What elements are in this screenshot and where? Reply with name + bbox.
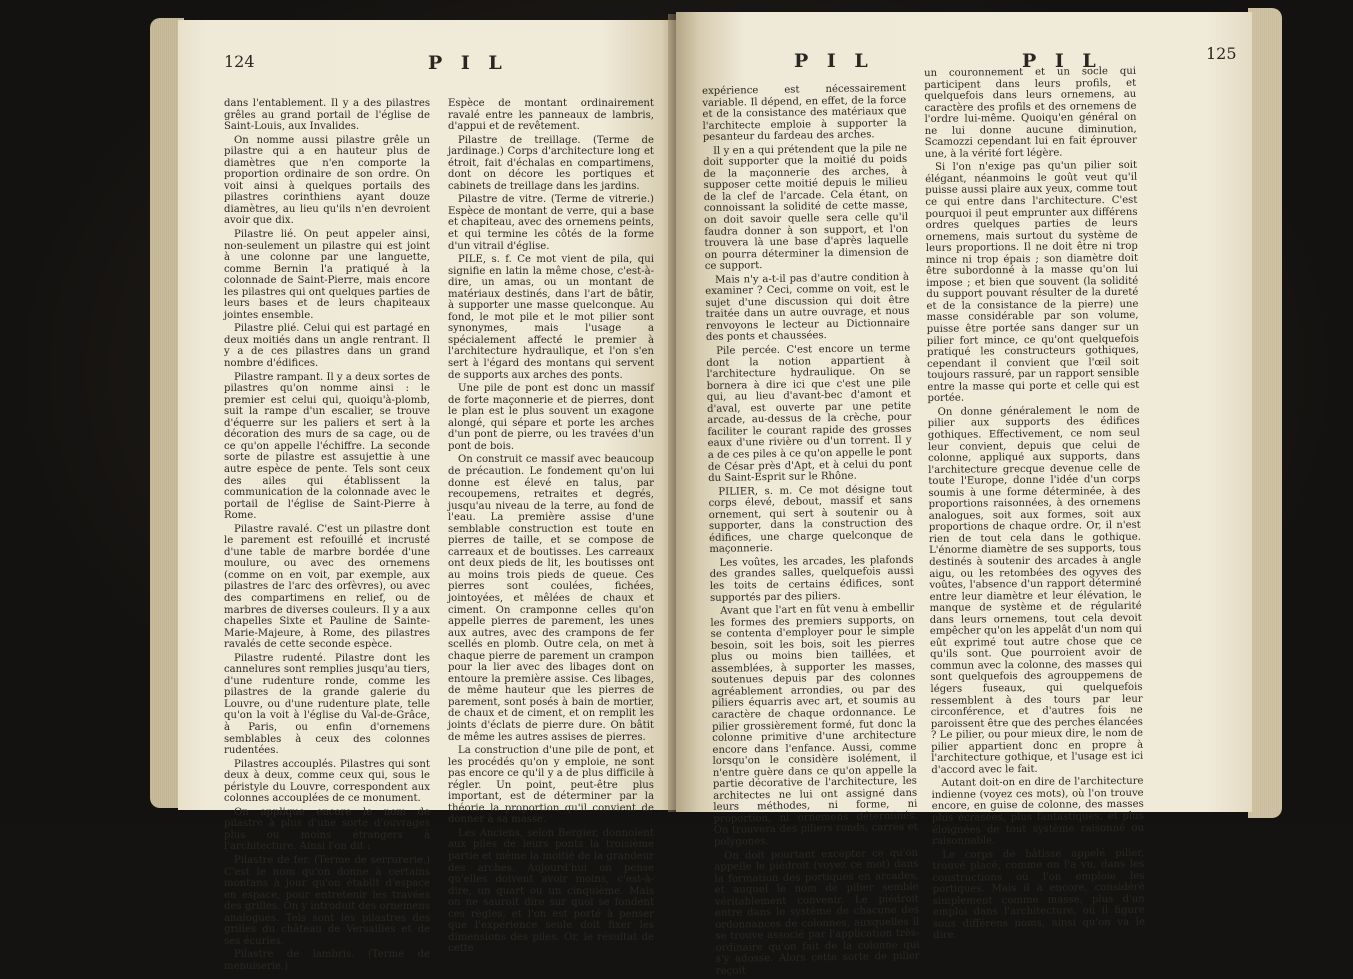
- paragraph: Espèce de montant ordinairement ravalé entre les panneaux de lambris, d'appui et de revêtement.: [448, 98, 654, 133]
- paragraph: expérience est nécessairement variable. Il dépend, en effet, de la force et de la consistance des matériaux que l'architecte emploie à supporter la pesanteur du fardeau des arches.: [702, 82, 907, 144]
- paragraph: Pilastre de fer. (Terme de serrurerie.) C'est le nom qu'on donne à certains montans à jour qu'on établit d'espace en espace, pour entretenir les travées des grilles. On y introduit des ornemens analogues. Tels sont les pilastres des grilles du château de Versailles et de ses écuries.: [224, 855, 430, 947]
- running-head: P I L: [794, 50, 874, 72]
- paragraph: Pilastre de vitre. (Terme de vitrerie.) Espèce de montant de verre, qui a base et chapiteau, avec des ornemens peints, et qui termine les côtés de la forme d'un vitrail d'église.: [448, 194, 654, 252]
- paragraph: dans l'entablement. Il y a des pilastres grêles au grand portail de l'église de Saint-Louis, aux Invalides.: [224, 98, 430, 133]
- paragraph: Si l'on n'exige pas qu'un pilier soit élégant, néanmoins le goût veut qu'il puisse aussi plaire aux yeux, comme tout ce qui entre dans l'architecture. C'est pourquoi il peut emprunter aux différens ordres quelques parties de leurs ornemens, mais surtout du système de leurs proportions. Il ne doit être ni trop mince ni trop épais ; son diamètre doit être subordonné à la masse qu'on lui impose ; et bien que souvent (la solidité du support pouvant résulter de la dureté et de la consistance de la pierre) une masse considérable par son volume, puisse être portée sans danger sur un pilier fort mince, ce qu'ont quelquefois pratiqué les constructeurs gothiques, cependant il convient que l'œil soit toujours rassuré, par un rapport sensible entre la masse qui porte et celle qui est portée.: [925, 160, 1140, 405]
- paragraph: La construction d'une pile de pont, et les procédés qu'on y emploie, ne sont pas encore ce qu'il y a de plus difficile à régler. Un point, peut-être plus important, est de déterminer par la théorie la proportion qu'il convient de donner à sa masse.: [448, 745, 654, 826]
- paragraph: Il y en a qui prétendent que la pile ne doit supporter que la moitié du poids de la maçonnerie des arches, à supposer cette moitié depuis le milieu de la clef de l'arcade. Cela étant, on connoissant la solidité de cette masse, on doit savoir quelle sera celle qu'il faudra donner à son support, et l'on trouvera là une base d'après laquelle on pourra déterminer la dimension de ce support.: [703, 142, 909, 273]
- right-page-edges: [1248, 8, 1282, 818]
- paragraph: Pilastre ravalé. C'est un pilastre dont le parement est refouillé et incrusté d'une table de marbre bordée d'une moulure, ou avec des ornemens (comme on en voit, par exemple, aux pilastres de l'arc des orfèvres), ou avec des compartimens en relief, ou de marbres de diverses couleurs. Il y a aux chapelles Sixte et Pauline de Sainte-Marie-Majeure, à Rome, des pilastres ravalés de cette seconde espèce.: [224, 523, 430, 651]
- paragraph: Pilastre de treillage. (Terme de jardinage.) Corps d'architecture long et étroit, fait d'échalas en compartimens, dont on décore les portiques et cabinets de treillage dans les jardins.: [448, 134, 654, 192]
- left-column-2: [448, 98, 654, 957]
- paragraph: Mais n'y a-t-il pas d'autre condition à examiner ? Ceci, comme on voit, est le sujet d'une discussion qui doit être traitée dans un autre ouvrage, et nous renvoyons le lecteur au Dictionnaire des ponts et chaussées.: [705, 271, 910, 344]
- paragraph: Avant que l'art en fût venu à embellir les formes des premiers supports, on se contenta d'employer pour le simple besoin, soit les bois, soit les pierres plus ou moins bien taillées, et assemblées, à supporter les masses, soutenues depuis par des colonnes agréablement arrondies, ou par des piliers équarris avec art, et soumis au caractère de chaque ordonnance. Le pilier grossièrement formé, fut donc la colonne primitive d'une architecture encore dans l'enfance. Aussi, comme lorsqu'on le considère isolément, il n'entre guère dans ce qu'on appelle la partie décorative de l'architecture, les architectes ne lui ont assigné dans leurs méthodes, ni forme, ni proportion, ni ornemens déterminés. On trouvera des piliers ronds, carrés et polygones.: [710, 602, 918, 848]
- running-head-right: P I L: [1022, 50, 1102, 72]
- running-head: P I L: [428, 52, 508, 74]
- left-column-1: [224, 98, 430, 974]
- paragraph: Pilastre rudenté. Pilastre dont les cannelures sont remplies jusqu'au tiers, d'une rudenture ronde, comme les pilastres de la grande galerie du Louvre, ou d'une rudenture plate, telle qu'on la voit à l'église du Val-de-Grâce, à Paris, ou enfin d'ornemens semblables à ceux des colonnes rudentées.: [224, 652, 430, 757]
- paragraph: Pilastre rampant. Il y a deux sortes de pilastres qu'on nomme ainsi : le premier est celui qui, quoiqu'à-plomb, suit la rampe d'un escalier, se trouve d'équerre sur les paliers et sert à la décoration des murs de sa cage, ou de ce qu'on appelle l'échiffre. La seconde sorte de pilastre est assujettie à une autre espèce de pente. Tels sont ceux des ailes qui établissent la communication de la colonnade avec le portail de l'église de Saint-Pierre à Rome.: [224, 371, 430, 522]
- paragraph: On doit pourtant excepter ce qu'on appelle le piédroit (voyez ce mot) dans la formation des portiques en arcades, et auquel le nom de pilier semble véritablement convenir. Le piédroit entre dans le système de chacune des ordonnances de colonnes, auxquelles il se trouve associé par l'application très-ordinaire qu'on fait de la colonne qui s'y adosse. Alors cette sorte de pilier reçoit: [714, 847, 920, 977]
- entry-pile: PILE, s. f. Ce mot vient de pila, qui signifie en latin la même chose, c'est-à-dire, un amas, ou un montant de matériaux destinés, dans l'art de bâtir, à supporter une masse quelconque. Au fond, le mot pile et le mot pilier sont synonymes, mais l'usage a spécialement affecté le premier à l'architecture hydraulique, et l'on s'en sert à l'égard des montans qui servent de supports aux arches des ponts.: [448, 254, 654, 381]
- paragraph: Le corps de bâtisse appelé pilier, trouvé placé, comme on l'a vu, dans les constructions où l'on emploie les portiques. Mais il a encore, considéré simplement comme masse, plus d'un emploi dans l'architecture, où il figure sous différens noms, ainsi qu'on va le dire.: [932, 847, 1146, 942]
- left-page: [178, 20, 676, 972]
- paragraph: Pilastre de lambris. (Terme de menuiserie.): [224, 949, 430, 972]
- paragraph: Autant doit-on en dire de l'architecture indienne (voyez ces mots), où l'on trouve encore, en guise de colonne, des masses plus écrasées, plus fantastiques, et plus éloignées de tout système raisonné ou raisonnable.: [931, 776, 1145, 848]
- right-page: [676, 12, 1252, 977]
- left-page-header: [178, 52, 676, 76]
- page-number: 124: [224, 52, 255, 71]
- paragraph: On applique encore le nom de pilastre à plus d'une sorte d'ouvrages plus ou moins étrangers à l'architecture. Ainsi l'on dit :: [224, 806, 430, 853]
- paragraph: Les Anciens, selon Bergier, donnoient aux piles de leurs ponts la troisième partie et même la moitié de la grandeur des arches. Aujourd'hui on pense qu'elles doivent avoir moins, c'est-à-dire, un quart ou un cinquième. Mais on ne sauroit dire sur quoi se fondent ces règles, et l'on est porté à penser que l'expérience seule doit fixer les dimensions des piles. Or, le résultat de cette: [448, 827, 654, 955]
- paragraph: On construit ce massif avec beaucoup de précaution. Le fondement qu'on lui donne est élevé en talus, par recoupemens, retraites et degrés, jusqu'au niveau de la terre, au fond de l'eau. La première assise d'une semblable construction est toute en pierres de taille, et se compose de carreaux et de boutisses. Les carreaux ont deux pieds de lit, les boutisses ont au moins trois pieds de queue. Ces pierres sont coulées, fichées, jointoyées, et mêlées de chaux et ciment. On cramponne celles qu'on appelle pierres de parement, les unes aux autres, avec des crampons de fer scellés en plomb. Outre cela, on met à chaque pierre de parement un crampon pour la lier avec des libages dont on entoure la première assise. Ces libages, de même hauteur que les pierres de parement, sont posés à bain de mortier, de chaux et de ciment, et on remplit les joints d'éclats de pierre dure. On bâtit de même les autres assises de pierres.: [448, 454, 654, 743]
- paragraph: Les voûtes, les arcades, les plafonds des grandes salles, quelquefois aussi les toits de certains édifices, sont supportés par des piliers.: [709, 554, 914, 604]
- paragraph: Pile percée. C'est encore un terme dont la notion appartient à l'architecture hydraulique. On se bornera à dire ici que c'est une pile qui, au lieu d'avant-bec d'amont et d'aval, est ouverte par une petite arcade, au-dessus de la crèche, pour faciliter le courant rapide des grosses eaux d'une rivière ou d'un torrent. Il y a de ces piles à ce qu'on appelle le pont de César près d'Apt, et à celui du pont du Saint-Esprit sur le Rhône.: [706, 342, 913, 484]
- paragraph: Pilastre lié. On peut appeler ainsi, non-seulement un pilastre qui est joint à une colonne par une languette, comme Bernin l'a pratiqué à la colonnade de Saint-Pierre, mais encore les pilastres qui ont quelques parties de leurs bases et de leurs chapiteaux jointes ensemble.: [224, 229, 430, 321]
- paragraph: Une pile de pont est donc un massif de forte maçonnerie et de pierres, dont le plan est le plus souvent un exagone alongé, qui sépare et porte les arches d'un pont de pierre, ou les travées d'un pont de bois.: [448, 383, 654, 452]
- right-column-1: [702, 83, 920, 979]
- right-column-2: [924, 66, 1145, 944]
- paragraph: un couronnement et un socle qui participent dans leurs profils, et quelquefois dans leurs ornemens, au caractère des profils et des ornemens de l'ordre lui-même. Quoiqu'en général on ne lui donne aucune diminution, Scamozzi cependant lui en fait éprouver une, à la vérité fort légère.: [924, 65, 1137, 160]
- paragraph: On donne généralement le nom de pilier aux supports des édifices gothiques. Effectivement, ce nom seul leur convient, depuis que celui de colonne, appliqué aux supports, dans l'architecture grecque devenue celle de toute l'Europe, donne l'idée d'un corps soumis à une forme déterminée, à des proportions raisonnées, à des ornemens analogues, soit aux formes, soit aux proportions de chaque ordre. Or, il n'est rien de tout cela dans le gothique. L'énorme diamètre de ses supports, tous destinés à soutenir des arcades à angle aigu, ou les retombées des ogyves des voûtes, l'absence d'un rapport déterminé entre leur diamètre et leur élévation, le manque de système et de régularité dans leurs ornemens, tout cela devoit empêcher qu'on les appelât d'un nom qui eût exprimé tout autre chose que ce qu'ils sont. Que pourroient avoir de commun avec la colonne, des masses qui sont quelquefois des agrouppemens de légers fuseaux, qui quelquefois ressemblent à des tours par leur circonférence, et d'autres fois ne paroissent être que des perches élancées ? Le pilier, ou pour mieux dire, le nom de pilier appartient donc en propre à l'architecture gothique, et l'usage est ici d'accord avec le fait.: [927, 404, 1144, 776]
- paragraph: On nomme aussi pilastre grêle un pilastre qui a en hauteur plus de diamètres que n'en comporte la proportion ordinaire de son ordre. On voit ainsi à quelques portails des pilastres corinthiens ayant douze diamètres, au lieu qu'ils n'en devroient avoir que dix.: [224, 134, 430, 227]
- paragraph: Pilastre plié. Celui qui est partagé en deux moitiés dans un angle rentrant. Il y a de ces pilastres dans un grand nombre d'édifices.: [224, 323, 430, 370]
- page-number: 125: [1206, 44, 1237, 63]
- entry-pilier: PILIER, s. m. Ce mot désigne tout corps élevé, debout, massif et sans ornement, qui sert à soutenir ou à supporter, dans la construction des édifices, une charge quelconque de maçonnerie.: [708, 483, 914, 556]
- paragraph: Pilastres accouplés. Pilastres qui sont deux à deux, comme ceux qui, sous le péristyle du Louvre, correspondent aux colonnes accouplées de ce monument.: [224, 758, 430, 805]
